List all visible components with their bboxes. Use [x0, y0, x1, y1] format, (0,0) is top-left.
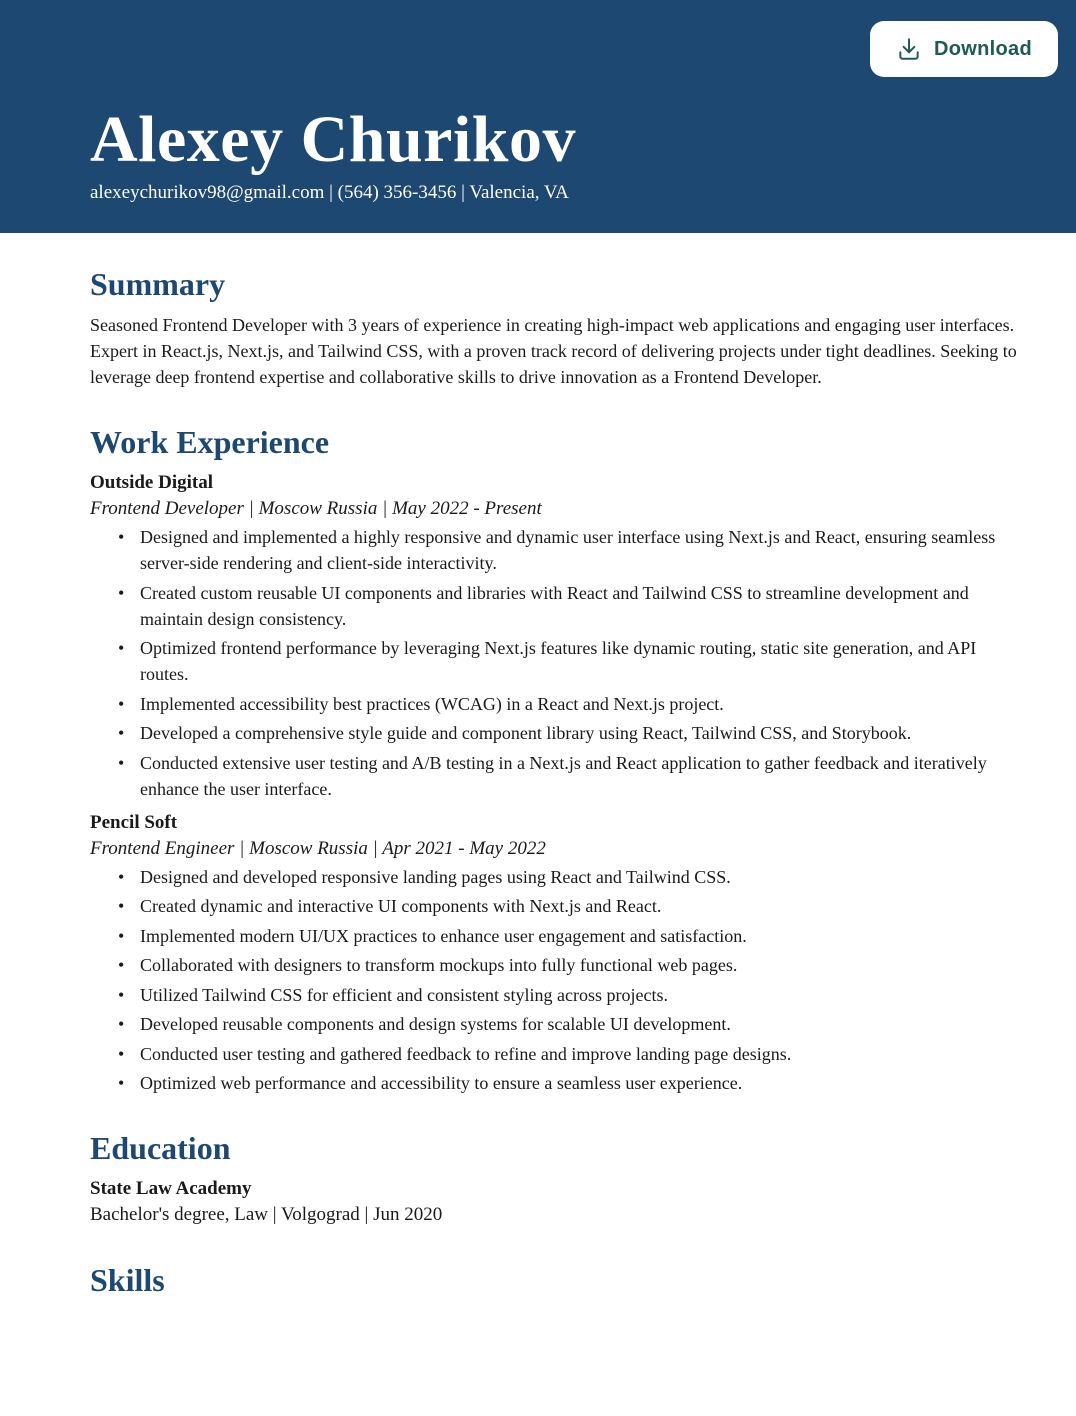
download-label: Download — [934, 37, 1032, 60]
summary-text: Seasoned Frontend Developer with 3 years of experience in creating high-impact web applications and engaging user interfaces. Expert in React.js, Next.js, and Tailwind CSS, with a proven track record of delivering projects under tight deadlines. Seeking to leverage deep frontend expertise and collaborative skills to drive innovation as a Frontend Developer. — [90, 315, 1017, 387]
education-school: State Law Academy — [90, 1178, 252, 1199]
education-detail: Bachelor's degree, Law | Volgograd | Jun 2020 — [90, 1204, 443, 1225]
job-bullet: • Implemented accessibility best practices (WCAG) in a React and Next.js project. — [90, 691, 1025, 717]
job-meta: Frontend Developer | Moscow Russia | May 2022 - Present — [90, 498, 542, 519]
job-bullet: • Created dynamic and interactive UI components with Next.js and React. — [90, 893, 1025, 919]
job-bullet: • Developed reusable components and design systems for scalable UI development. — [90, 1011, 1025, 1037]
job-bullet: • Optimized web performance and accessibility to ensure a seamless user experience. — [90, 1070, 1025, 1096]
job-bullet: • Implemented modern UI/UX practices to enhance user engagement and satisfaction. — [90, 923, 1025, 949]
job-company: Outside Digital — [90, 472, 213, 493]
job-bullet: • Created custom reusable UI components and libraries with React and Tailwind CSS to streamline development and maintain design consistency. — [90, 580, 1025, 632]
job-bullet: • Developed a comprehensive style guide and component library using React, Tailwind CSS, and Storybook. — [90, 720, 1025, 746]
job-bullet: • Designed and developed responsive landing pages using React and Tailwind CSS. — [90, 864, 1025, 890]
job-bullet: • Optimized frontend performance by leveraging Next.js features like dynamic routing, static site generation, and API routes. — [90, 635, 1025, 687]
job-bullet: • Conducted extensive user testing and A/B testing in a Next.js and React application to gather feedback and iteratively enhance the user interface. — [90, 750, 1025, 802]
job-entry — [90, 470, 1025, 802]
contact-line: alexeychurikov98@gmail.com | (564) 356-3456 | Valencia, VA — [90, 182, 569, 203]
job-bullets — [90, 864, 1025, 1097]
education-title: Education — [90, 1130, 231, 1166]
job-bullet: • Designed and implemented a highly responsive and dynamic user interface using Next.js and React, ensuring seamless server-side rendering and client-side interactivity. — [90, 524, 1025, 576]
download-button[interactable] — [870, 21, 1058, 77]
summary-section — [90, 262, 1025, 390]
job-bullet: • Conducted user testing and gathered feedback to refine and improve landing page designs. — [90, 1041, 1025, 1067]
resume-header — [0, 0, 1076, 233]
job-entry — [90, 810, 1025, 1097]
job-bullet: • Utilized Tailwind CSS for efficient and consistent styling across projects. — [90, 982, 1025, 1008]
candidate-name: Alexey Churikov — [90, 103, 576, 176]
summary-title: Summary — [90, 266, 226, 302]
work-experience-section — [90, 420, 1025, 1096]
job-company: Pencil Soft — [90, 811, 178, 833]
download-icon — [896, 36, 922, 62]
job-meta: Frontend Engineer | Moscow Russia | Apr 2021 - May 2022 — [90, 837, 546, 859]
job-bullet: • Collaborated with designers to transform mockups into fully functional web pages. — [90, 952, 1025, 978]
work-experience-title: Work Experience — [90, 424, 330, 460]
job-bullets — [90, 524, 1025, 802]
skills-title: Skills — [90, 1262, 165, 1298]
skills-section — [90, 1258, 1025, 1302]
education-section — [90, 1126, 1025, 1228]
resume-body — [90, 262, 1025, 1302]
